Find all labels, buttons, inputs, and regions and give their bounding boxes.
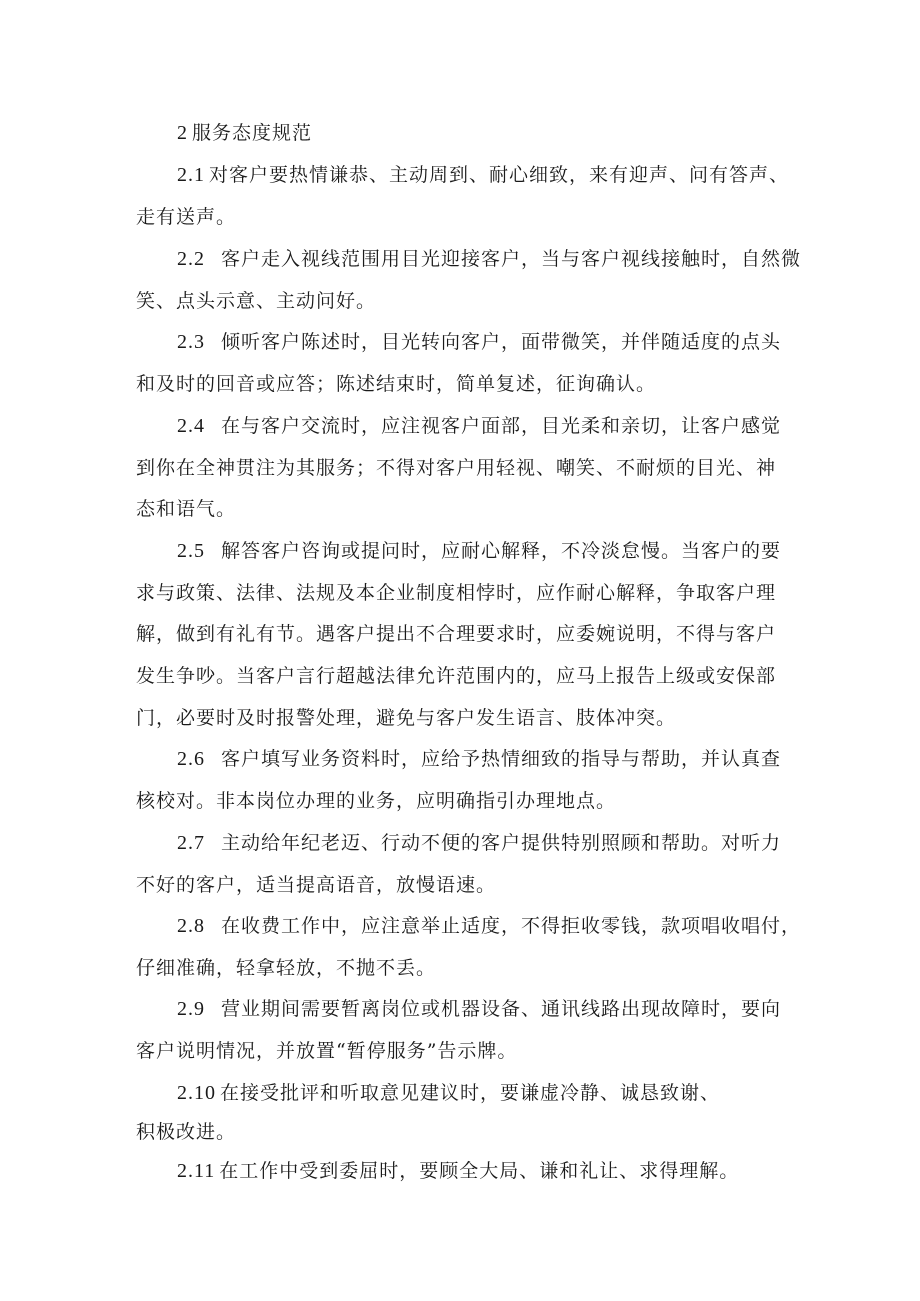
clause-number: 2.3: [177, 331, 205, 353]
clause-number: 2.10: [177, 1082, 216, 1104]
clause-2-4-line-2: 到你在全神贯注为其服务；不得对客户用轻视、嘲笑、不耐烦的目光、神: [136, 457, 777, 479]
clause-number: 2.5: [177, 540, 205, 562]
section-heading-number: 2: [177, 122, 188, 144]
clause-number: 2.9: [177, 998, 205, 1020]
clause-number: 2.2: [177, 248, 205, 270]
clause-number: 2.4: [177, 415, 205, 437]
clause-text: 在与客户交流时，应注视客户面部，目光柔和亲切，让客户感觉: [221, 415, 782, 437]
clause-2-3-line-2: 和及时的回音或应答；陈述结束时，简单复述，征询确认。: [136, 373, 657, 395]
clause-2-10-line-2: 积极改进。: [136, 1121, 237, 1143]
clause-2-2-line-2: 笑、点头示意、主动问好。: [136, 290, 377, 312]
clause-text: 在工作中受到委屈时，要顾全大局、谦和礼让、求得理解。: [219, 1160, 740, 1182]
clause-2-8-line-1: [177, 914, 801, 938]
clause-2-5-line-1: [177, 539, 781, 563]
clause-text: 在收费工作中，应注意举止适度，不得拒收零钱，款项唱收唱付，: [221, 915, 802, 937]
clause-2-2-line-1: [177, 247, 801, 271]
clause-2-6-line-1: [177, 747, 781, 771]
clause-text: 客户填写业务资料时，应给予热情细致的指导与帮助，并认真查: [221, 748, 782, 770]
clause-2-7-line-2: 不好的客户，适当提高语音，放慢语速。: [136, 874, 497, 896]
clause-number: 2.8: [177, 915, 205, 937]
clause-text: 在接受批评和听取意见建议时，要谦虚冷静、诚恳致谢、: [220, 1082, 721, 1104]
clause-2-7-line-1: [177, 831, 781, 855]
section-heading: [177, 121, 312, 145]
clause-2-1-line-2: 走有送声。: [136, 206, 237, 228]
clause-2-9-line-1: [177, 997, 781, 1021]
clause-text: 主动给年纪老迈、行动不便的客户提供特别照顾和帮助。对听力: [221, 832, 782, 854]
clause-number: 2.11: [177, 1160, 216, 1182]
clause-text: 对客户要热情谦恭、主动周到、耐心细致，来有迎声、问有答声、: [209, 164, 790, 186]
clause-2-1-line-1: [177, 163, 789, 187]
clause-number: 2.7: [177, 832, 205, 854]
section-heading-title: 服务态度规范: [192, 122, 313, 144]
clause-2-5-line-4: 发生争吵。当客户言行超越法律允许范围内的，应马上报告上级或安保部: [136, 665, 777, 687]
clause-number: 2.1: [177, 164, 205, 186]
clause-2-5-line-5: 门，必要时及时报警处理，避免与客户发生语言、肢体冲突。: [136, 707, 677, 729]
clause-text: 倾听客户陈述时，目光转向客户，面带微笑，并伴随适度的点头: [221, 331, 782, 353]
clause-text: 营业期间需要暂离岗位或机器设备、通讯线路出现故障时，要向: [221, 998, 782, 1020]
clause-2-5-line-3: 解，做到有礼有节。遇客户提出不合理要求时，应委婉说明，不得与客户: [136, 623, 777, 645]
clause-text: 解答客户咨询或提问时，应耐心解释，不冷淡怠慢。当客户的要: [221, 540, 782, 562]
clause-2-8-line-2: 仔细准确，轻拿轻放，不抛不丢。: [136, 957, 437, 979]
clause-2-4-line-1: [177, 414, 781, 438]
clause-2-4-line-3: 态和语气。: [136, 498, 237, 520]
clause-2-11-line-1: [177, 1159, 739, 1183]
clause-2-9-line-2: 客户说明情况，并放置“暂停服务”告示牌。: [136, 1040, 518, 1062]
clause-text: 客户走入视线范围用目光迎接客户，当与客户视线接触时，自然微: [221, 248, 802, 270]
clause-number: 2.6: [177, 748, 205, 770]
clause-2-6-line-2: 核校对。非本岗位办理的业务，应明确指引办理地点。: [136, 790, 617, 812]
clause-2-10-line-1: [177, 1081, 720, 1105]
clause-2-5-line-2: 求与政策、法律、法规及本企业制度相悖时，应作耐心解释，争取客户理: [136, 582, 777, 604]
clause-2-3-line-1: [177, 330, 781, 354]
